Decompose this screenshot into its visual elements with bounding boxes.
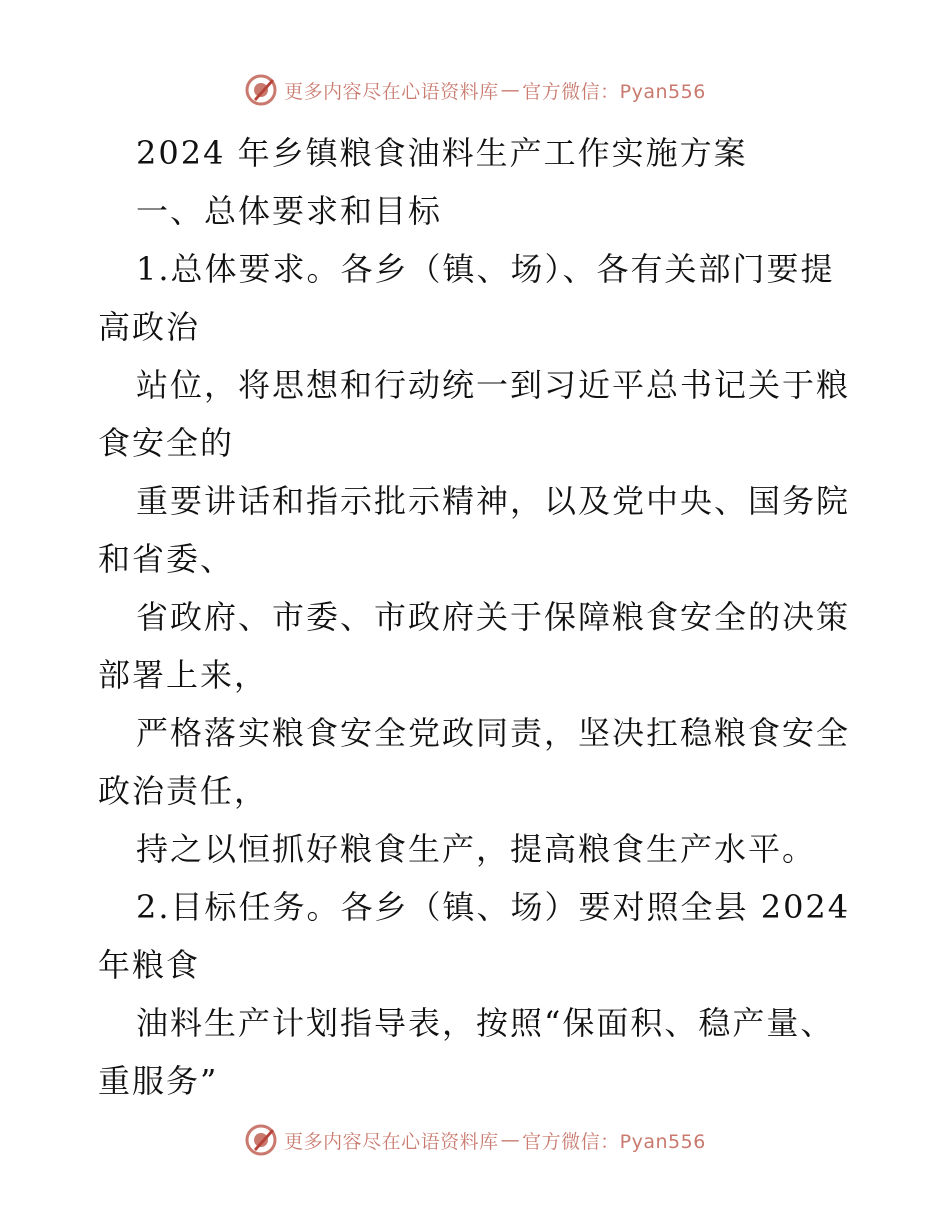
document-title: 2024 年乡镇粮食油料生产工作实施方案 xyxy=(136,134,748,172)
pen-logo-icon xyxy=(244,1123,278,1157)
watermark-text: 更多内容尽在心语资料库 xyxy=(284,80,499,103)
pen-logo-icon xyxy=(244,73,278,107)
paragraph-line: 部署上来， xyxy=(98,656,269,694)
paragraph-line: 严格落实粮食安全党政同责，坚决扛稳粮食安全 xyxy=(136,714,851,752)
section-heading: 一、总体要求和目标 xyxy=(136,192,443,230)
watermark-contact: 官方微信：Pyan556 xyxy=(522,1130,706,1153)
document-body xyxy=(98,124,858,1110)
paragraph-line: 高政治 xyxy=(98,308,201,346)
paragraph-line: 2.目标任务。各乡（镇、场）要对照全县 2024 xyxy=(136,888,851,926)
watermark-contact: 官方微信：Pyan556 xyxy=(522,80,706,103)
paragraph-line: 省政府、市委、市政府关于保障粮食安全的决策 xyxy=(136,598,851,636)
paragraph-line: 持之以恒抓好粮食生产，提高粮食生产水平。 xyxy=(136,830,817,868)
paragraph-line: 食安全的 xyxy=(98,424,235,462)
paragraph-line: 年粮食 xyxy=(98,946,201,984)
paragraph-line: 政治责任， xyxy=(98,772,269,810)
watermark-text: 更多内容尽在心语资料库 xyxy=(284,1130,499,1153)
paragraph-line: 站位，将思想和行动统一到习近平总书记关于粮 xyxy=(136,366,851,404)
paragraph-line: 1.总体要求。各乡（镇、场）、各有关部门要提 xyxy=(136,250,835,288)
paragraph-line: 和省委、 xyxy=(98,540,235,578)
paragraph-line: 重要讲话和指示批示精神，以及党中央、国务院 xyxy=(136,482,851,520)
watermark-separator: — xyxy=(500,1129,521,1151)
header-watermark xyxy=(0,72,950,108)
paragraph-line: 油料生产计划指导表，按照“保面积、稳产量、 xyxy=(136,1004,835,1042)
watermark-separator: — xyxy=(500,79,521,101)
footer-watermark xyxy=(0,1122,950,1158)
paragraph-line: 重服务” xyxy=(98,1062,219,1100)
